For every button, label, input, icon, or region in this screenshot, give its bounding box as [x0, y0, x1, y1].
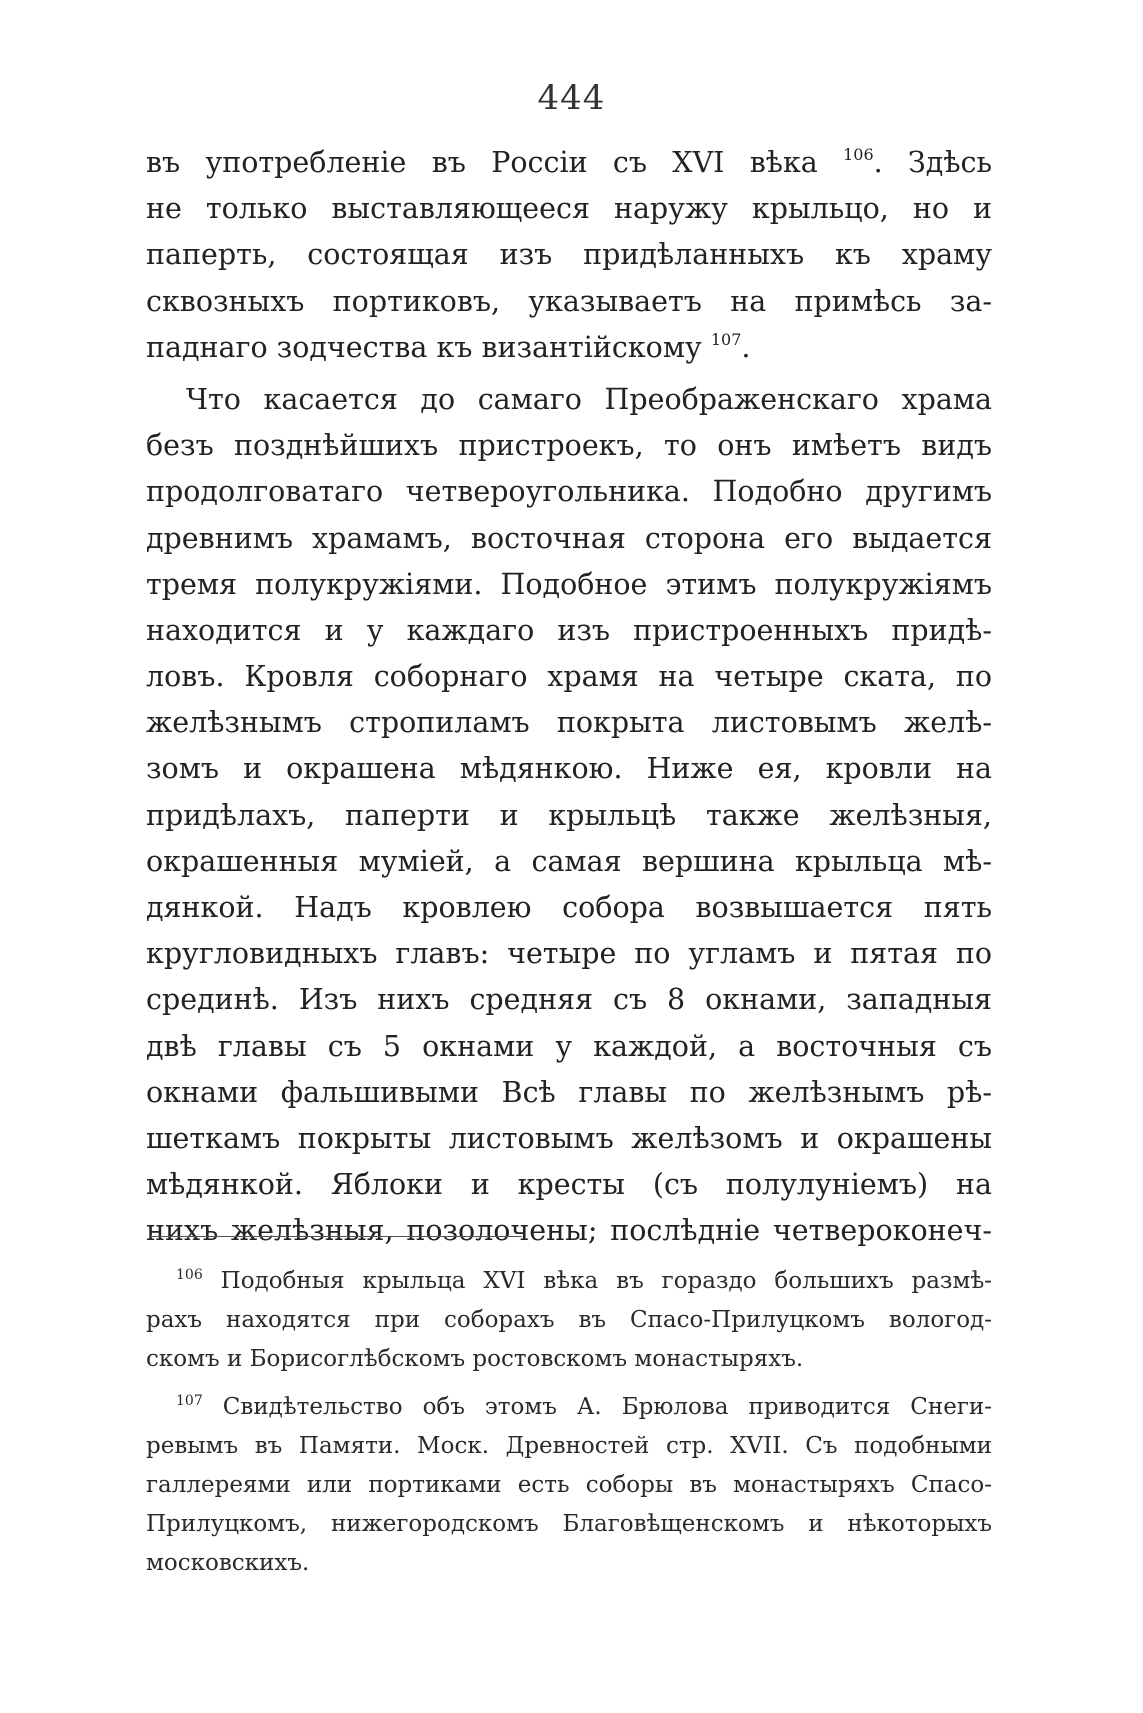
text-line: придѣлахъ, паперти и крыльцѣ также желѣзныя, [146, 798, 992, 832]
text-line: тремя полукружіями. Подобное этимъ полукружіямъ [146, 567, 992, 601]
text-line-content: въ употребленіе въ Россіи съ XVI вѣка [146, 146, 818, 179]
text-line [146, 325, 992, 371]
text-line: Что касается до самаго Преображенскаго храма [186, 382, 992, 416]
text-line: окрашенныя муміей, а самая вершина крыльца мѣ- [146, 844, 992, 878]
footnote-ref: 107 [710, 329, 742, 349]
text-line: не только выставляющееся наружу крыльцо, но и [146, 192, 992, 226]
footnote-line [146, 1262, 992, 1301]
text-line: окнами фальшивыми Всѣ главы по желѣзнымъ рѣ- [146, 1075, 992, 1109]
text-line: дянкой. Надъ кровлею собора возвышается пять [146, 891, 992, 924]
footnote-number: 106 [176, 1267, 203, 1283]
main-text [146, 140, 992, 1255]
footnote-line: Прилуцкомъ, нижегородскомъ Благовѣщенскомъ и нѣкоторыхъ [146, 1511, 992, 1537]
footnote-ref: 106 [843, 145, 874, 164]
footnote-line-content: Подобныя крыльца XVI вѣка въ гораздо большихъ размѣ- [220, 1268, 992, 1294]
footnote-line [146, 1388, 992, 1427]
page-number: 444 [537, 78, 606, 118]
text-line: продолговатаго четвероугольника. Подобно другимъ [146, 475, 992, 509]
footnote-number: 107 [176, 1393, 203, 1409]
footnotes [146, 1262, 992, 1583]
footnote-line-content: Свидѣтельство объ этомъ А. Брюлова приводится Снеги- [222, 1394, 992, 1420]
text-line: шеткамъ покрыты листовымъ желѣзомъ и окрашены [146, 1121, 992, 1155]
text-line-tail: . [741, 330, 751, 364]
footnote-divider [150, 1236, 522, 1237]
text-line: нихъ желѣзныя, позолочены; послѣдніе четвероконеч- [146, 1214, 992, 1248]
footnote-line: ревымъ въ Памяти. Моск. Древностей стр. XVII. Съ подобными [146, 1433, 992, 1459]
text-line: сквозныхъ портиковъ, указываетъ на примѣсь за- [146, 284, 992, 318]
text-line: зомъ и окрашена мѣдянкою. Ниже ея, кровли на [146, 752, 992, 786]
text-line: двѣ главы съ 5 окнами у каждой, а восточныя съ [146, 1029, 992, 1063]
footnote-line: галлереями или портиками есть соборы въ монастыряхъ Спасо- [146, 1472, 992, 1498]
footnote-line: скомъ и Борисоглѣбскомъ ростовскомъ монастыряхъ. [146, 1346, 804, 1372]
text-line [146, 140, 992, 186]
text-line-content: паднаго зодчества къ византійскому [146, 330, 702, 364]
text-line: мѣдянкой. Яблоки и кресты (съ полулуніемъ) на [146, 1168, 992, 1202]
text-line: срединѣ. Изъ нихъ средняя съ 8 окнами, западныя [146, 983, 992, 1017]
text-line-tail: . Здѣсь [873, 146, 992, 179]
text-line: ловъ. Кровля соборнаго храмя на четыре ската, по [146, 660, 992, 694]
text-line: древнимъ храмамъ, восточная сторона его выдается [146, 521, 992, 555]
text-line: желѣзнымъ стропиламъ покрыта листовымъ желѣ- [146, 706, 992, 740]
footnote-line: рахъ находятся при соборахъ въ Спасо-Прилуцкомъ вологод- [146, 1307, 992, 1333]
text-line: паперть, состоящая изъ придѣланныхъ къ храму [146, 238, 992, 272]
text-line: находится и у каждаго изъ пристроенныхъ придѣ- [146, 613, 992, 647]
text-line: безъ позднѣйшихъ пристроекъ, то онъ имѣетъ видъ [146, 429, 992, 463]
footnote-line: московскихъ. [146, 1550, 310, 1576]
text-line: кругловидныхъ главъ: четыре по угламъ и пятая по [146, 937, 992, 971]
